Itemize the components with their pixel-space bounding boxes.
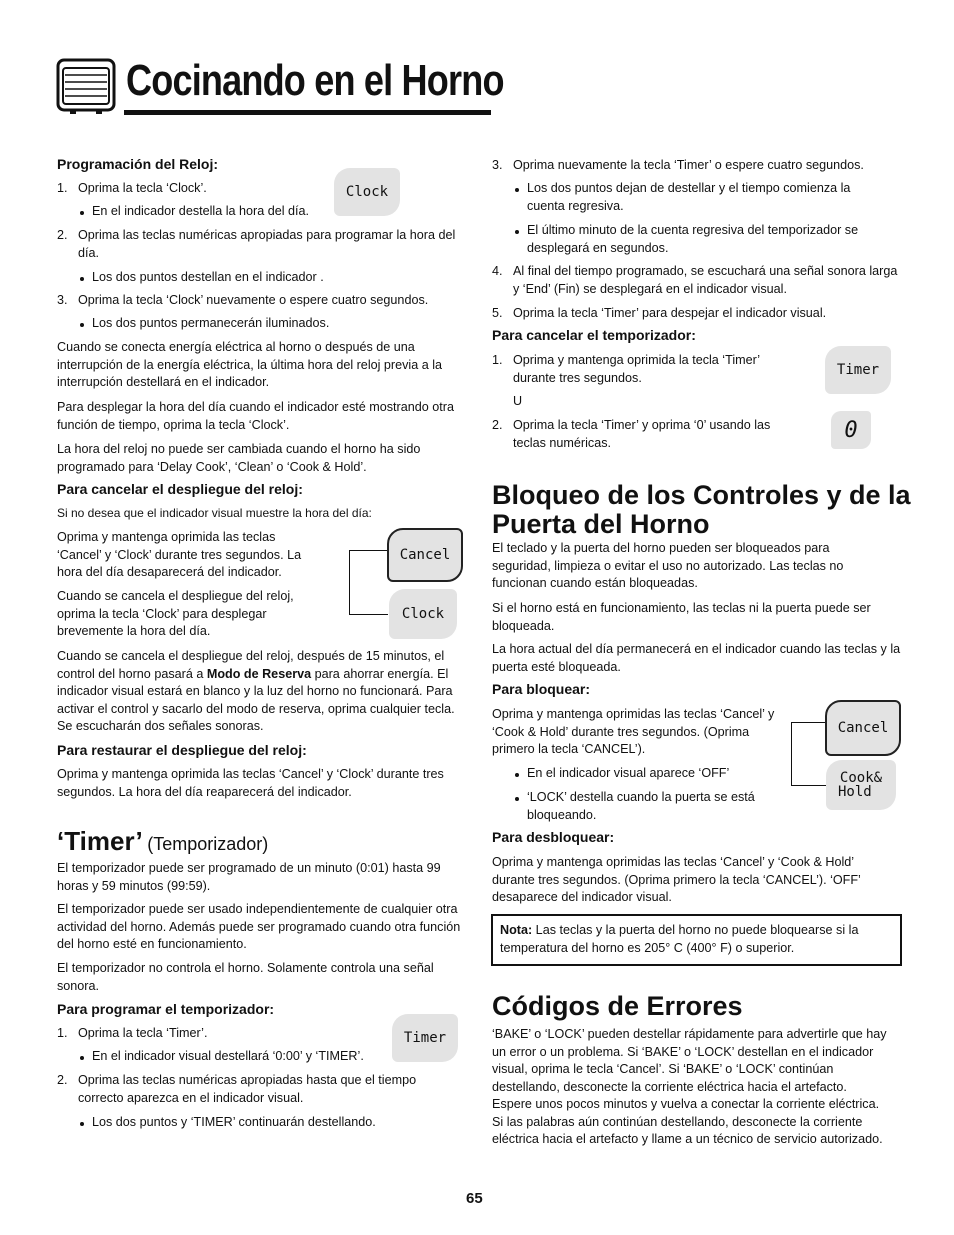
clock-paragraph-3: La hora del reloj no puede ser cambiada cuando el horno ha sido programado para ‘Delay Cook’, ‘Clean’ o ‘Cook & Hold’. [57,442,421,474]
timer-step-3-bullet-2: El último minuto de la cuenta regresiva del temporizador se desplegará en segundos. [527,223,859,255]
block-bullet-2: ‘LOCK’ destella cuando la puerta se está bloqueando. [527,790,755,822]
block-heading: Para bloquear: [492,681,591,697]
timer-paragraph-2: El temporizador puede ser usado independientemente de cualquier otra actividad del horno. Además puede ser programado cuando otra función del horno esté en funcionamiento. [57,902,461,951]
clock-step-2-num: 2. [57,228,68,242]
note-box [491,914,902,966]
timer-paragraph-3: El temporizador no controla el horno. Solamente controla una señal sonora. [57,961,434,993]
cancel-timer-heading: Para cancelar el temporizador: [492,327,696,343]
clock-step-1-bullet: En el indicador destella la hora del día. [92,204,310,218]
page-title: Cocinando en el Horno [126,56,504,105]
timer-step-1: Oprima la tecla ‘Timer’. [78,1026,208,1040]
title-underline [124,110,491,115]
clock-step-3-bullet: Los dos puntos permanecerán iluminados. [92,316,330,330]
clock-step-2: Oprima las teclas numéricas apropiadas para programar la hora del día. [78,228,456,260]
cook-hold-key-label-1: Cook& [839,770,883,786]
timer-heading: ‘Timer’ (Temporizador) [57,826,269,856]
cancel-timer-step-2: Oprima la tecla ‘Timer’ y oprima ‘0’ usando las teclas numéricas. [513,418,771,450]
zero-key-label: 0 [844,417,858,443]
cancel-clock-intro: Si no desea que el indicador visual muestre la hora del día: [57,506,372,520]
lock-paragraph-3: La hora actual del día permanecerá en el indicador cuando las teclas y la puerta esté bloqueada. [492,642,901,674]
note-label: Nota: [500,923,533,937]
cancel-clock-heading: Para cancelar el despliegue del reloj: [57,481,303,497]
clock-step-2-bullet: Los dos puntos destellan en el indicador . [92,270,324,284]
cancel-key-2-label: Cancel [837,720,889,736]
oven-icon [56,58,116,116]
clock-paragraph-2: Para desplegar la hora del día cuando el indicador esté mostrando otra función de tiempo, oprima la tecla ‘Clock’. [57,400,454,432]
cancel-key-label: Cancel [399,547,451,563]
timer-step-1-bullet: En el indicador visual destellará ‘0:00’ y ‘TIMER’. [92,1049,364,1063]
restore-clock-heading: Para restaurar el despliegue del reloj: [57,742,307,758]
errors-heading: Códigos de Errores [492,991,743,1021]
timer-paragraph-1: El temporizador puede ser programado de un minuto (0:01) hasta 99 horas y 59 minutos (99:59). [57,861,441,893]
cancel-key [387,528,463,582]
zero-key [831,411,871,449]
timer-step-2-bullet: Los dos puntos y ‘TIMER’ continuarán destellando. [92,1115,376,1129]
clock-key-2-label: Clock [401,606,445,622]
unblock-heading: Para desbloquear: [492,829,615,845]
unblock-paragraph: Oprima y mantenga oprimidas las teclas ‘Cancel’ y ‘Cook & Hold’ durante tres segundos. (Oprima primero la tecla ‘CANCEL’). ‘OFF’ desaparece del indicador visual. [492,855,861,904]
clock-heading: Programación del Reloj: [57,156,219,172]
page-number: 65 [466,1190,483,1207]
timer-key-2-label: Timer [836,362,880,378]
timer-step-4: Al final del tiempo programado, se escuchará una señal sonora larga y ‘End’ (Fin) se desplegará en el indicador visual. [513,264,898,296]
clock-key-2 [389,589,457,639]
cancel-key-2 [825,700,901,756]
clock-step-1: 1. Oprima la tecla ‘Clock’. [57,181,207,195]
timer-key-label: Timer [403,1030,447,1046]
timer-step-5: Oprima la tecla ‘Timer’ para despejar el indicador visual. [513,306,827,320]
cook-hold-key-label-2: Hold [838,784,872,800]
cancel-timer-step-1: Oprima y mantenga oprimida la tecla ‘Timer’ durante tres segundos. [513,353,760,385]
clock-step-3-num: 3. [57,293,68,307]
lock-paragraph-2: Si el horno está en funcionamiento, las teclas ni la puerta puede ser bloqueada. [492,601,871,633]
key-bracket [349,550,388,615]
standby-paragraph: Cuando se cancela el despliegue del reloj, después de 15 minutos, el control del horno pasará a Modo de Reserva para ahorrar energía. El indicador visual estará en blanco y la luz del horno no funcionará. Para activar el control y sacarlo del modo de reserva, oprima cualquier tecla. Se escucharán dos señales sonoras. [57,649,455,733]
cancel-clock-p2: Cuando se cancela el despliegue del reloj, oprima la tecla ‘Clock’ para desplegar brevemente la hora del día. [57,589,294,638]
cancel-clock-p1: Oprima y mantenga oprimida las teclas ‘Cancel’ y ‘Clock’ durante tres segundos. La hora del día desaparecerá del indicador. [57,530,302,579]
timer-step-3: Oprima nuevamente la tecla ‘Timer’ o espere cuatro segundos. [513,158,864,172]
lock-heading: Bloqueo de los Controles y de la Puerta del Horno [492,480,911,539]
block-bullet-1: En el indicador visual aparece ‘OFF’ [527,766,730,780]
cook-hold-key [826,760,896,810]
lock-key-bracket [791,722,827,786]
timer-program-heading: Para programar el temporizador: [57,1001,275,1017]
timer-step-2: Oprima las teclas numéricas apropiadas hasta que el tiempo correcto aparezca en el indicador visual. [78,1073,417,1105]
clock-paragraph-1: Cuando se conecta energía eléctrica al horno o después de una interrupción de la energía eléctrica, la última hora del reloj previa a la interrupción destellará en el indicador. [57,340,443,389]
lock-paragraph-1: El teclado y la puerta del horno pueden ser bloqueados para seguridad, limpieza o evitar el uso no autorizado. Las teclas no funcionan cuando están bloqueadas. [492,541,844,590]
note-text: Las teclas y la puerta del horno no puede bloquearse si la temperatura del horno es 205° C (400° F) o superior. [500,923,859,955]
restore-clock-paragraph: Oprima y mantenga oprimida las teclas ‘Cancel’ y ‘Clock’ durante tres segundos. La hora del día reaparecerá del indicador. [57,767,444,799]
timer-step-3-bullet-1: Los dos puntos dejan de destellar y el tiempo comienza la cuenta regresiva. [527,181,851,213]
errors-paragraph: ‘BAKE’ o ‘LOCK’ pueden destellar rápidamente para advertirle que hay un error o un problema. Si ‘BAKE’ o ‘LOCK’ destellan en el indicador visual, oprima le tecla ‘Cancel’. Si ‘BAKE’ o ‘LOCK’ continúan destellando, desconecte la corriente eléctrica hacia el artefacto. Espere unos pocos minutos y vuelva a conectar la corriente eléctrica. Si las palabras aún continúan destellando, desconecte la corriente eléctrica hacia el artefacto y llame a un técnico de servicio autorizado. [492,1027,887,1146]
cancel-timer-or: U [513,394,523,408]
clock-key-label: Clock [345,184,389,200]
clock-step-3: Oprima la tecla ‘Clock’ nuevamente o espere cuatro segundos. [78,293,429,307]
block-paragraph: Oprima y mantenga oprimidas las teclas ‘Cancel’ y ‘Cook & Hold’ durante tres segundos. (Oprima primero la tecla ‘CANCEL’). [492,707,775,756]
timer-key-2 [825,346,891,394]
